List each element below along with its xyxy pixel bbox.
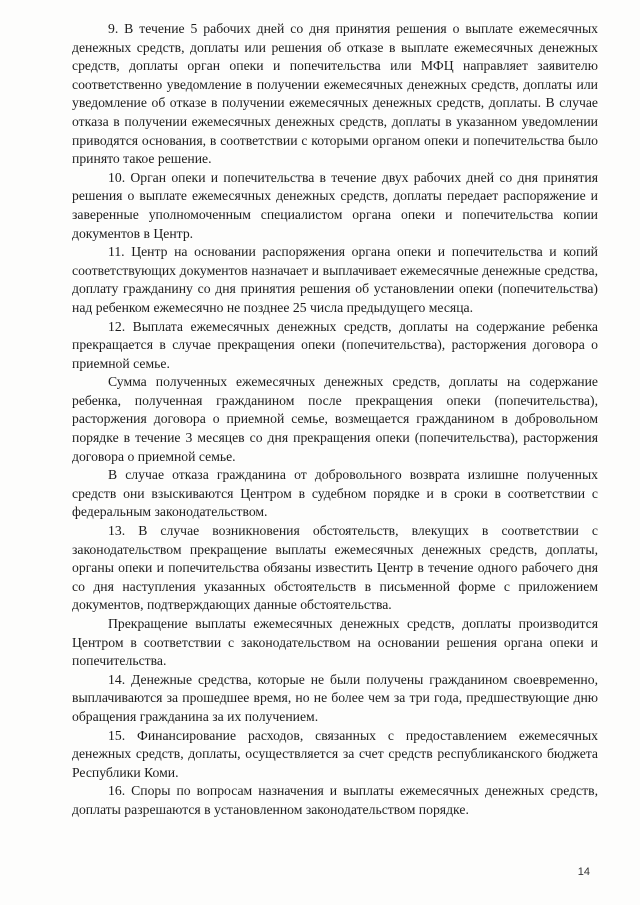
- paragraph-13: 13. В случае возникновения обстоятельств, влекущих в соответствии с законодательством прекращение выплаты ежемесячных денежных средств, доплаты, органы опеки и попечительства обязаны известить Центр в течение одного рабочего дня со дня наступления указанных обстоятельств в письменной форме с приложением документов, подтверждающих данные обстоятельства.: [72, 523, 598, 613]
- page-number: 14: [577, 866, 590, 878]
- paragraph-9: 9. В течение 5 рабочих дней со дня принятия решения о выплате ежемесячных денежных средств, доплаты или решения об отказе в выплате ежемесячных денежных средств, доплаты орган опеки и попечительства или МФЦ направляет заявителю соответственно уведомление в получении ежемесячных денежных средств, доплаты или уведомление об отказе в получении ежемесячных денежных средств, доплаты. В случае отказа в получении ежемесячных денежных средств, доплаты в указанном уведомлении приводятся основания, в соответствии с которыми органом опеки и попечительства было принято такое решение.: [72, 21, 598, 167]
- paragraph-12-court: В случае отказа гражданина от добровольного возврата излишне полученных средств они взыскиваются Центром в судебном порядке и в сроки в соответствии с федеральным законодательством.: [72, 467, 598, 520]
- paragraph-12-refund: Сумма полученных ежемесячных денежных средств, доплаты на содержание ребенка, полученная гражданином после прекращения опеки (попечительства), расторжения договора о приемной семье, возмещается гражданином в добровольном порядке в течение 3 месяцев со дня прекращения опеки (попечительства), расторжения договора о приемной семье.: [72, 374, 598, 464]
- paragraph-11: 11. Центр на основании распоряжения органа опеки и попечительства и копий соответствующих документов назначает и выплачивает ежемесячные денежные средства, доплату гражданину со дня принятия решения об установлении опеки (попечительства) над ребенком ежемесячно не позднее 25 числа предыдущего месяца.: [72, 244, 598, 315]
- paragraph-10: 10. Орган опеки и попечительства в течение двух рабочих дней со дня принятия решения о выплате ежемесячных денежных средств, доплаты передает распоряжение и заверенные уполномоченным специалистом органа опеки и попечительства копии документов в Центр.: [72, 169, 598, 241]
- paragraph-13-termination: Прекращение выплаты ежемесячных денежных средств, доплаты производится Центром в соответствии с законодательством на основании решения органа опеки и попечительства.: [72, 616, 598, 669]
- paragraph-15: 15. Финансирование расходов, связанных с предоставлением ежемесячных денежных средств, доплаты, осуществляется за счет средств республиканского бюджета Республики Коми.: [72, 727, 598, 780]
- paragraph-14: 14. Денежные средства, которые не были получены гражданином своевременно, выплачиваются за прошедшее время, но не более чем за три года, предшествующие дню обращения гражданина за их получением.: [72, 671, 598, 724]
- document-body: [72, 20, 598, 820]
- paragraph-12: 12. Выплата ежемесячных денежных средств, доплаты на содержание ребенка прекращается в случае прекращения опеки (попечительства), расторжения договора о приемной семье.: [72, 318, 598, 371]
- paragraph-16: 16. Споры по вопросам назначения и выплаты ежемесячных денежных средств, доплаты разрешаются в установленном законодательством порядке.: [72, 783, 598, 817]
